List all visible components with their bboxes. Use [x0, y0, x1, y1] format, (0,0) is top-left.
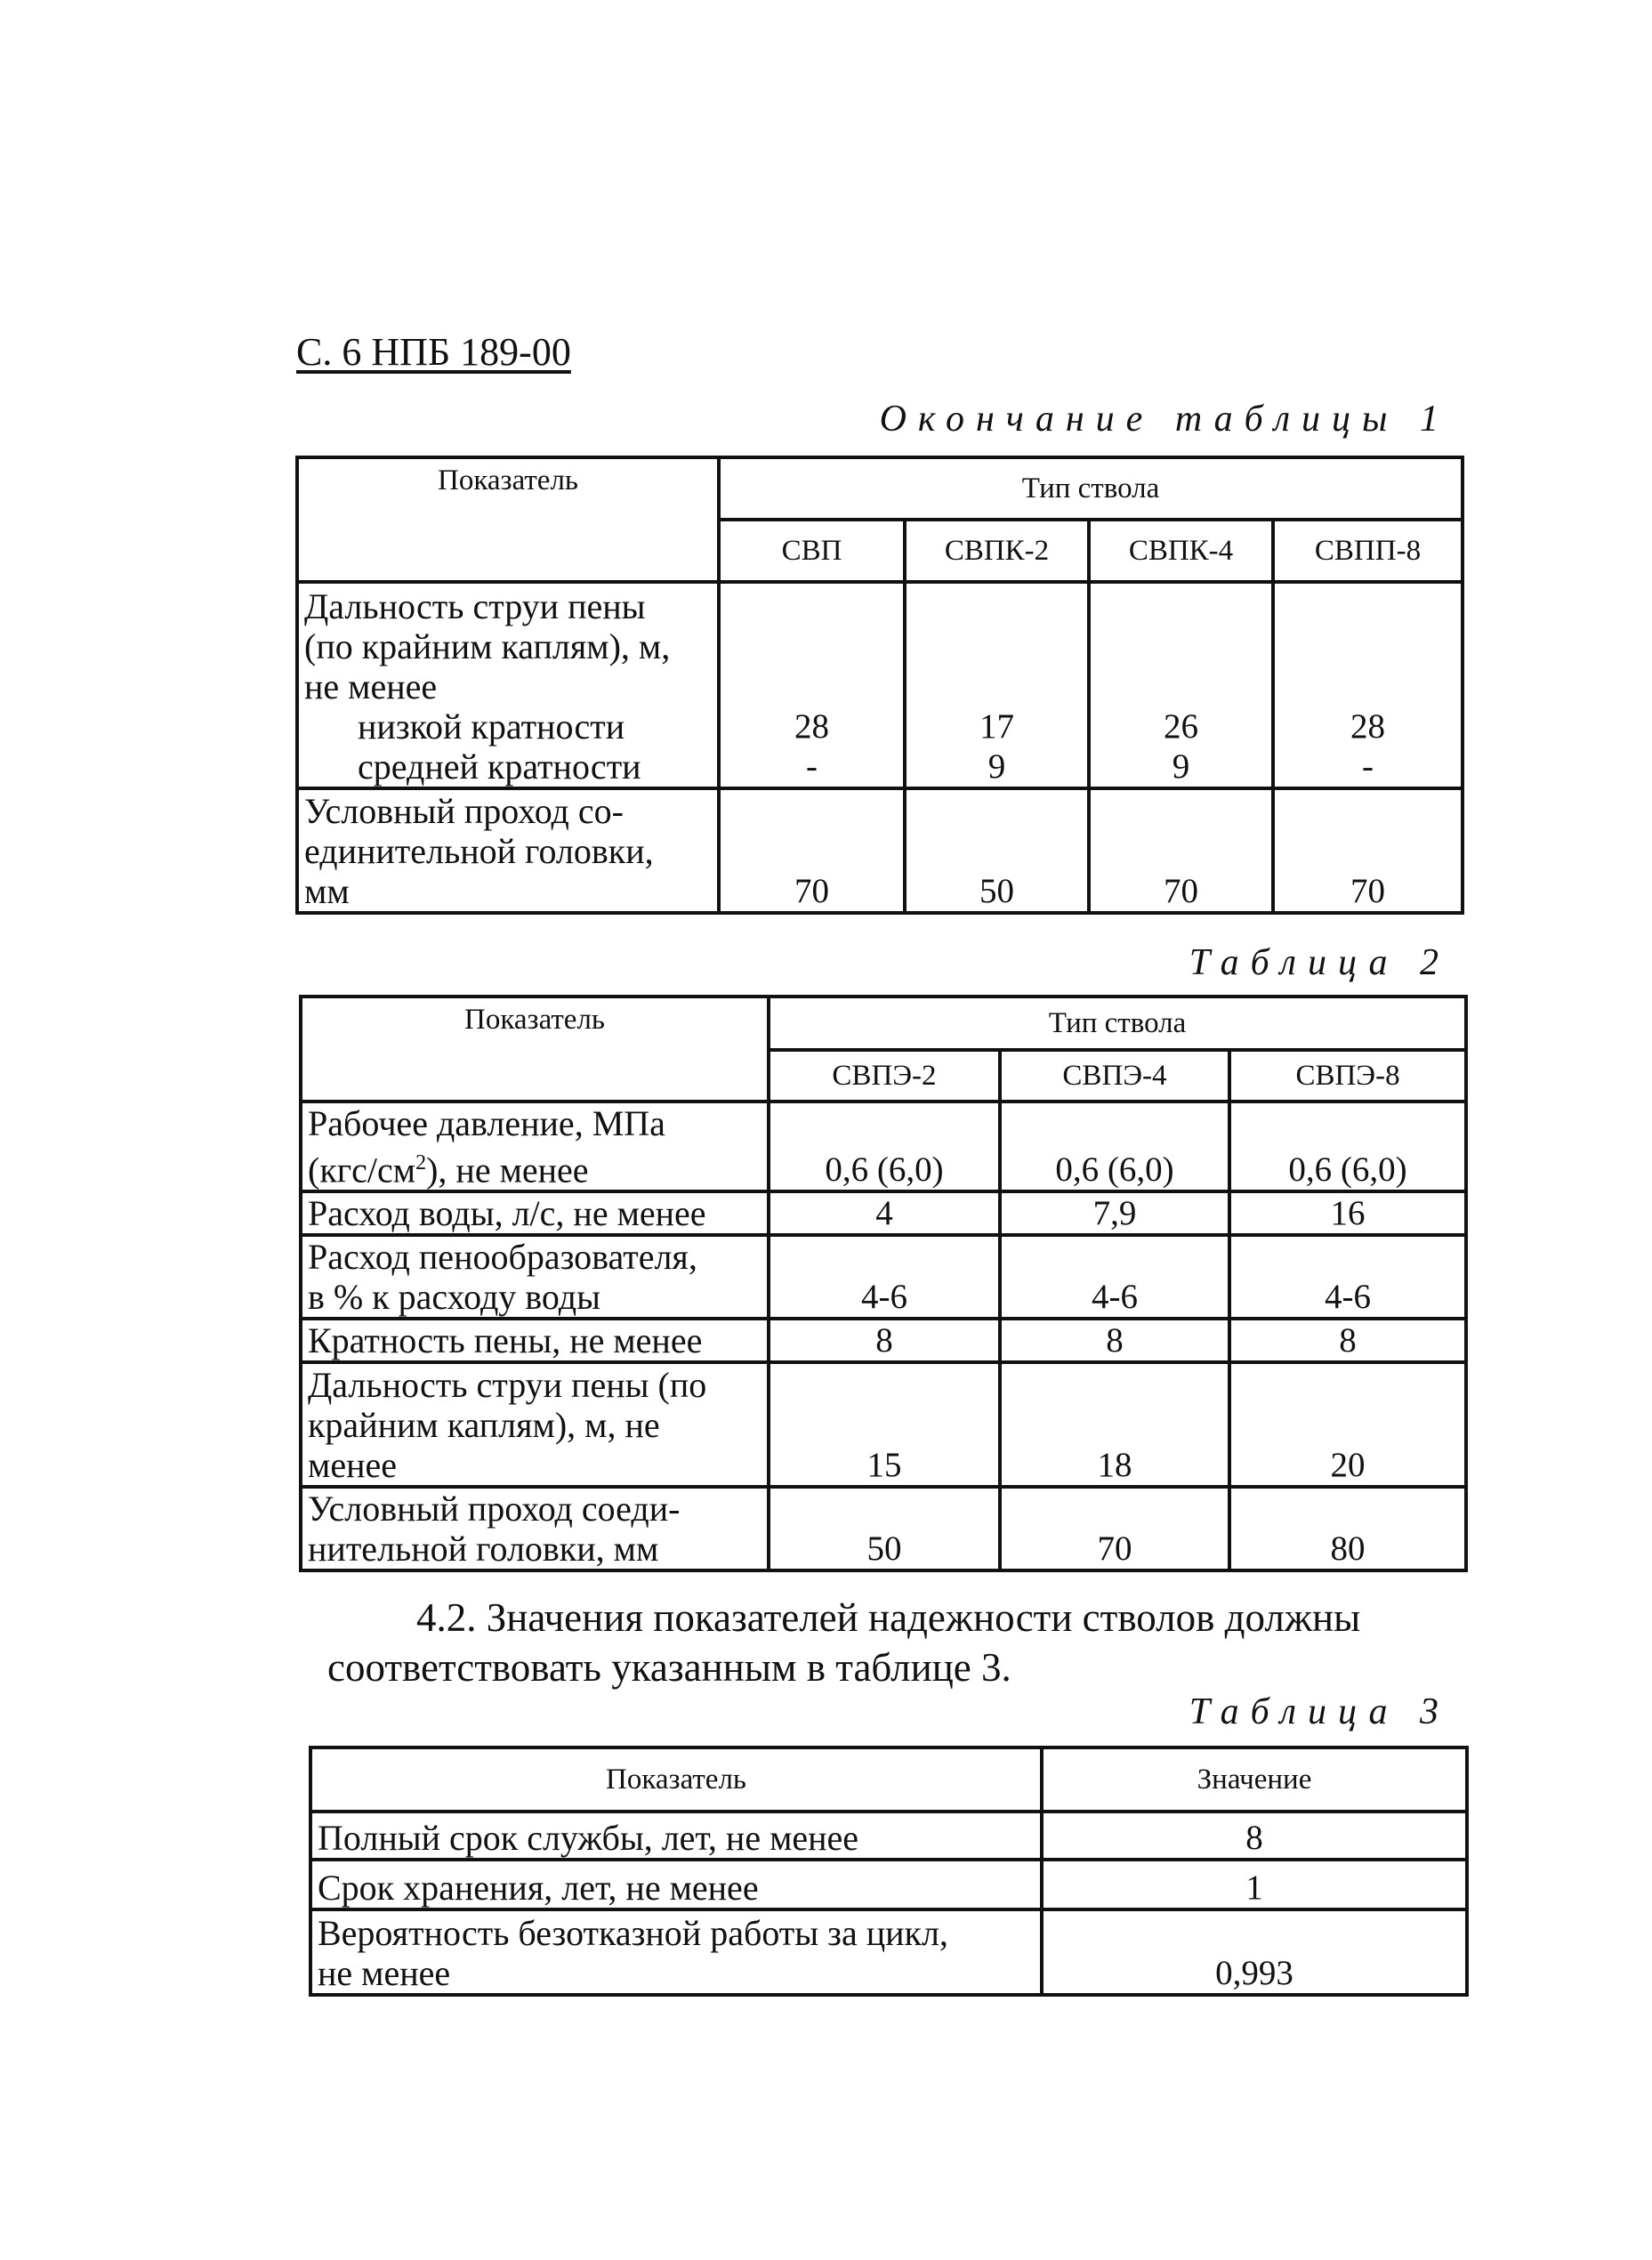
label-line: (по крайним каплям), м,	[304, 626, 671, 666]
table3-cell: 8	[1042, 1812, 1467, 1860]
table2-cell: 0,6 (6,0)	[769, 1102, 1000, 1191]
table2-header-type: СВПЭ-8	[1229, 1050, 1466, 1102]
table1-cell	[905, 582, 1089, 788]
table2-cell: 0,6 (6,0)	[1000, 1102, 1229, 1191]
table-row	[297, 788, 1463, 913]
table3-cell: 0,993	[1042, 1909, 1467, 1995]
table1-cell	[1273, 582, 1463, 788]
table3-row-label	[310, 1812, 1042, 1860]
label-line: в % к расходу воды	[308, 1277, 600, 1318]
label-line: Условный проход со-	[304, 791, 624, 831]
label-subline: средней кратности	[358, 747, 641, 787]
table1-cell	[1089, 582, 1273, 788]
cell-value: 26	[1164, 707, 1198, 746]
label-subline: низкой кратности	[358, 706, 625, 747]
table-row	[310, 1860, 1467, 1909]
table2-row-label	[301, 1487, 769, 1570]
table2-cell: 4-6	[1229, 1235, 1466, 1319]
table-row	[301, 1319, 1466, 1362]
table2-cell: 20	[1229, 1362, 1466, 1487]
table2-row-label	[301, 1319, 769, 1362]
label-superscript: 2	[415, 1151, 427, 1174]
label-line: не менее	[318, 1953, 451, 1993]
table2-row-label	[301, 1191, 769, 1235]
label-line: Дальность струи пены	[304, 586, 646, 626]
table2-row-label	[301, 1235, 769, 1319]
cell-value: -	[1362, 747, 1374, 786]
table2-caption: Таблица 2	[1189, 942, 1450, 983]
table2-row-label	[301, 1102, 769, 1191]
table3-header-indicator: Показатель	[310, 1747, 1042, 1812]
table2-header-type: СВПЭ-2	[769, 1050, 1000, 1102]
table2-cell: 16	[1229, 1191, 1466, 1235]
label-line: крайним каплям), м, не	[308, 1405, 660, 1446]
label-line: Расход воды, л/с, не менее	[308, 1193, 706, 1234]
table1-header-type: СВПК-2	[905, 520, 1089, 582]
table-row	[301, 1191, 1466, 1235]
table-row	[297, 582, 1463, 788]
label-line: Рабочее давление, МПа	[308, 1103, 665, 1143]
table1	[295, 456, 1464, 915]
table2-cell: 70	[1000, 1487, 1229, 1570]
table1-cell: 70	[1089, 788, 1273, 913]
table1-row-label	[297, 788, 719, 913]
cell-value: 9	[1172, 747, 1190, 786]
table2-header-type-group: Тип ствола	[769, 997, 1466, 1050]
label-line: Кратность пены, не менее	[308, 1320, 703, 1361]
table1-cell: 70	[1273, 788, 1463, 913]
table2-cell: 8	[1229, 1319, 1466, 1362]
paragraph-4-2	[327, 1593, 1459, 1692]
table2-row-label	[301, 1362, 769, 1487]
label-line: Полный срок службы, лет, не менее	[318, 1818, 859, 1858]
table1-row-label	[297, 582, 719, 788]
page-header: С. 6 НПБ 189-00	[296, 330, 571, 374]
table-row	[310, 1812, 1467, 1860]
cell-value: -	[806, 747, 818, 786]
table2-cell: 18	[1000, 1362, 1229, 1487]
label-line: не менее	[304, 666, 438, 706]
table-row	[301, 1102, 1466, 1191]
label-line: Дальность струи пены (по	[308, 1365, 707, 1406]
table2-cell: 4-6	[1000, 1235, 1229, 1319]
table2-cell: 80	[1229, 1487, 1466, 1570]
table-row	[301, 1487, 1466, 1570]
table3-row-label	[310, 1909, 1042, 1995]
table2-cell: 0,6 (6,0)	[1229, 1102, 1466, 1191]
label-line: единительной головки,	[304, 831, 654, 871]
label-line: менее	[308, 1445, 397, 1486]
table-row	[301, 1362, 1466, 1487]
label-line: мм	[304, 871, 350, 911]
table1-header-indicator: Показатель	[297, 457, 719, 582]
table2-cell: 50	[769, 1487, 1000, 1570]
table2-header-type: СВПЭ-4	[1000, 1050, 1229, 1102]
label-line	[308, 1143, 762, 1190]
table3-row-label	[310, 1860, 1042, 1909]
table1-cell: 50	[905, 788, 1089, 913]
table1-header-type-group: Тип ствола	[719, 457, 1463, 520]
label-line: Условный проход соеди-	[308, 1489, 681, 1530]
label-line: нительной головки, мм	[308, 1529, 659, 1570]
table2-cell: 4-6	[769, 1235, 1000, 1319]
table3-header-value: Значение	[1042, 1747, 1467, 1812]
table2-cell: 7,9	[1000, 1191, 1229, 1235]
table1-cell: 70	[719, 788, 905, 913]
label-line: Расход пенообразователя,	[308, 1237, 697, 1278]
paragraph-line: соответствовать указанным в таблице 3.	[327, 1645, 1011, 1690]
label-part: ), не менее	[426, 1150, 589, 1191]
table-row	[301, 1235, 1466, 1319]
table2-cell: 15	[769, 1362, 1000, 1487]
label-line: Срок хранения, лет, не менее	[318, 1868, 759, 1908]
label-part: (кгс/см	[308, 1150, 416, 1191]
label-line: Вероятность безотказной работы за цикл,	[318, 1913, 948, 1953]
table1-header-type: СВПК-4	[1089, 520, 1273, 582]
cell-value: 17	[979, 707, 1014, 746]
table3	[309, 1746, 1469, 1997]
table-row	[310, 1909, 1467, 1995]
table2	[299, 995, 1468, 1572]
table2-cell: 8	[769, 1319, 1000, 1362]
table1-header-type: СВПП-8	[1273, 520, 1463, 582]
paragraph-line: 4.2. Значения показателей надежности стволов должны	[416, 1595, 1361, 1640]
table3-caption: Таблица 3	[1189, 1691, 1450, 1732]
table3-cell: 1	[1042, 1860, 1467, 1909]
cell-value: 9	[987, 747, 1006, 786]
cell-value: 28	[794, 707, 829, 746]
cell-value: 28	[1350, 707, 1385, 746]
table1-caption: Окончание таблицы 1	[879, 399, 1450, 440]
table1-cell	[719, 582, 905, 788]
table2-cell: 8	[1000, 1319, 1229, 1362]
table2-header-indicator: Показатель	[301, 997, 769, 1102]
table2-cell: 4	[769, 1191, 1000, 1235]
table1-header-type: СВП	[719, 520, 905, 582]
